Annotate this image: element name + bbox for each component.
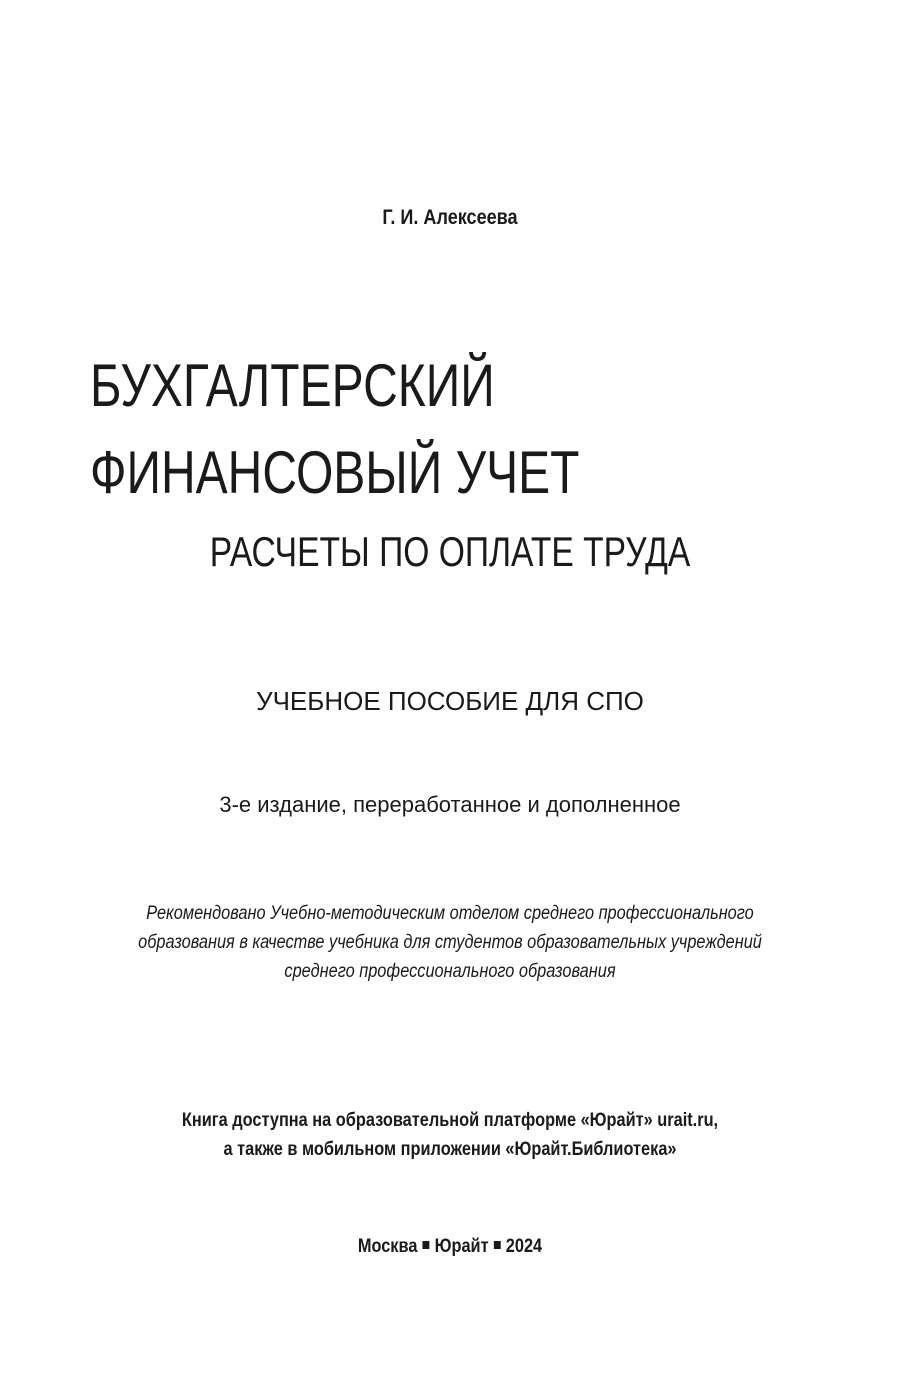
imprint-year: 2024 bbox=[505, 1236, 543, 1257]
recommendation-line-3: среднего профессионального образования bbox=[284, 961, 616, 982]
author-name: Г. И. Алексеева bbox=[382, 206, 518, 229]
book-subtitle: РАСЧЕТЫ ПО ОПЛАТЕ ТРУДА bbox=[209, 528, 691, 575]
recommendation-line-1: Рекомендовано Учебно-методическим отделом среднего профессионального bbox=[146, 903, 754, 924]
document-type: УЧЕБНОЕ ПОСОБИЕ ДЛЯ СПО bbox=[256, 686, 644, 716]
title-line-2-wrapper bbox=[0, 432, 900, 514]
recommendation-line-2: образования в качестве учебника для студентов образовательных учреждений bbox=[138, 932, 762, 953]
availability-line-2: а также в мобильном приложении «Юрайт.Библиотека» bbox=[223, 1139, 677, 1160]
title-line-1-wrapper bbox=[0, 345, 900, 427]
book-title-line-2: ФИНАНСОВЫЙ УЧЕТ bbox=[90, 439, 580, 506]
square-separator-icon bbox=[494, 1241, 501, 1249]
edition-info: 3-е издание, переработанное и дополненное bbox=[219, 792, 681, 817]
book-title-line-1: БУХГАЛТЕРСКИЙ bbox=[90, 352, 495, 419]
imprint-publisher: Юрайт bbox=[434, 1236, 489, 1257]
square-separator-icon bbox=[423, 1241, 430, 1249]
availability-line-1: Книга доступна на образовательной платформе «Юрайт» urait.ru, bbox=[181, 1110, 719, 1131]
imprint bbox=[63, 1236, 837, 1258]
imprint-city: Москва bbox=[357, 1236, 418, 1257]
